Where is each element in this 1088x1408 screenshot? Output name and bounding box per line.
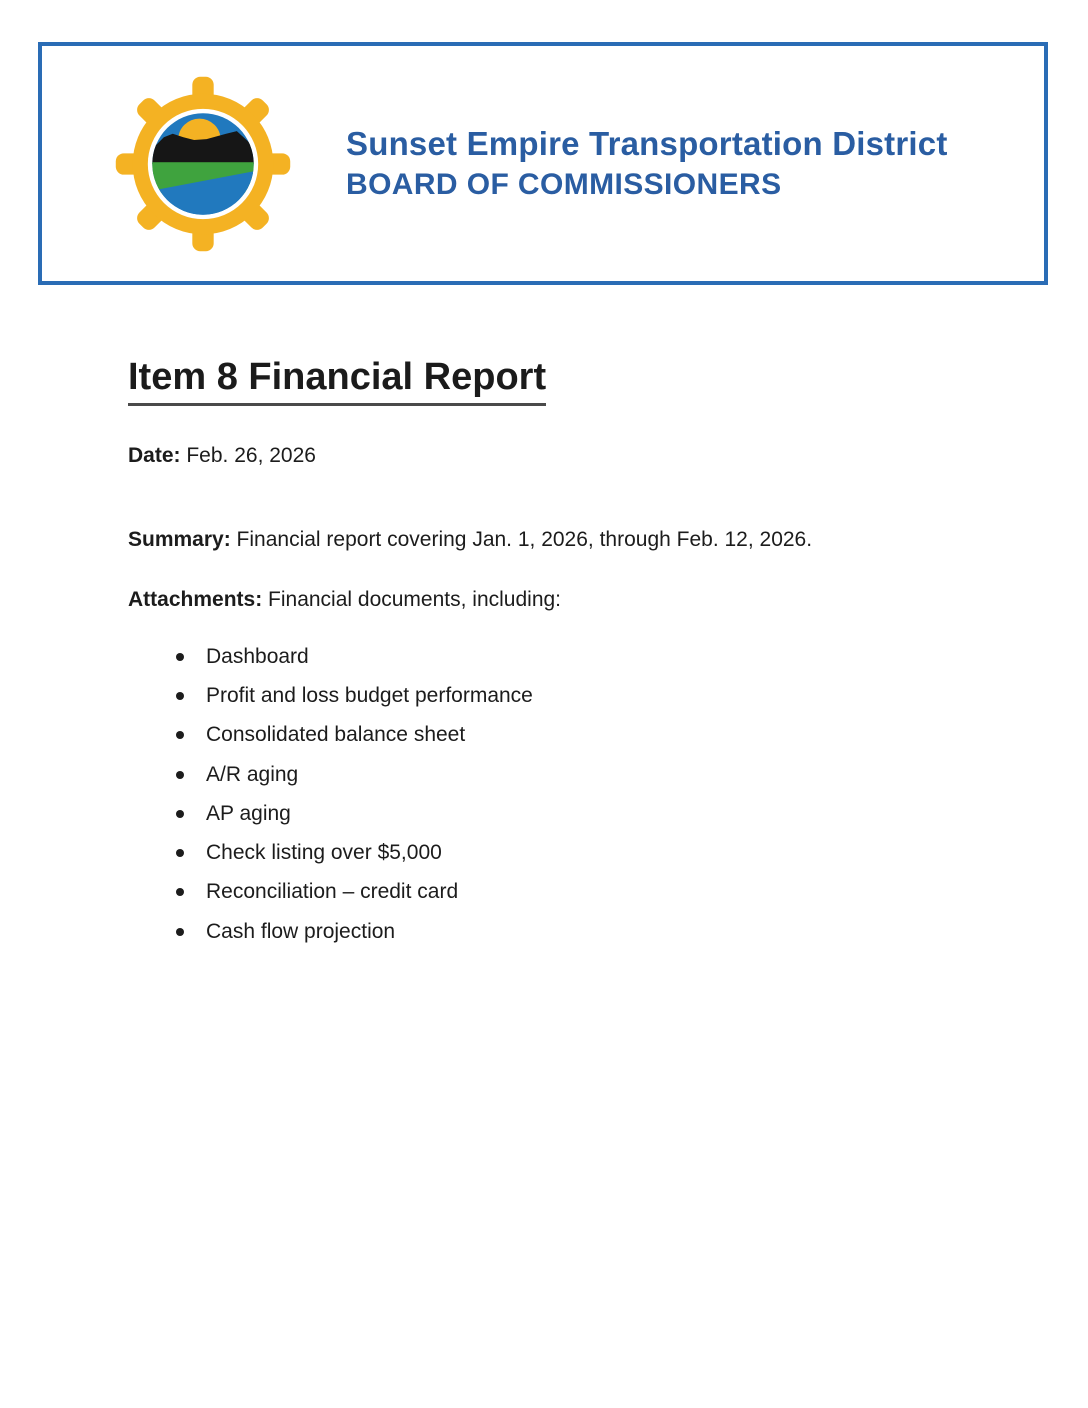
summary-label: Summary:: [128, 528, 231, 552]
date-label: Date:: [128, 443, 181, 467]
attachments-value: Financial documents, including:: [262, 587, 562, 611]
date-value: Feb. 26, 2026: [180, 443, 316, 467]
letterhead-box: [38, 42, 1048, 285]
attachment-item: Dashboard: [176, 644, 960, 670]
summary-value: Financial report covering Jan. 1, 2026, through Feb. 12, 2026.: [230, 528, 813, 552]
attachments-line: [128, 586, 960, 614]
org-text-block: [346, 126, 948, 201]
attachment-item: A/R aging: [176, 762, 960, 788]
district-logo: [114, 75, 292, 253]
org-name: Sunset Empire Transportation District: [346, 124, 948, 162]
attachments-list: [176, 644, 960, 945]
attachment-item: Profit and loss budget performance: [176, 683, 960, 709]
attachment-item: Check listing over $5,000: [176, 840, 960, 866]
summary-line: [128, 526, 960, 554]
attachment-item: Cash flow projection: [176, 919, 960, 945]
attachments-label: Attachments:: [128, 587, 263, 611]
attachment-item: Reconciliation – credit card: [176, 879, 960, 905]
document-title: Item 8 Financial Report: [128, 358, 546, 406]
attachment-item: AP aging: [176, 801, 960, 827]
org-subtitle: BOARD OF COMMISSIONERS: [346, 168, 782, 202]
document-body: [128, 358, 960, 958]
attachment-item: Consolidated balance sheet: [176, 722, 960, 748]
date-line: [128, 442, 960, 470]
gear-landscape-icon: [114, 75, 292, 253]
